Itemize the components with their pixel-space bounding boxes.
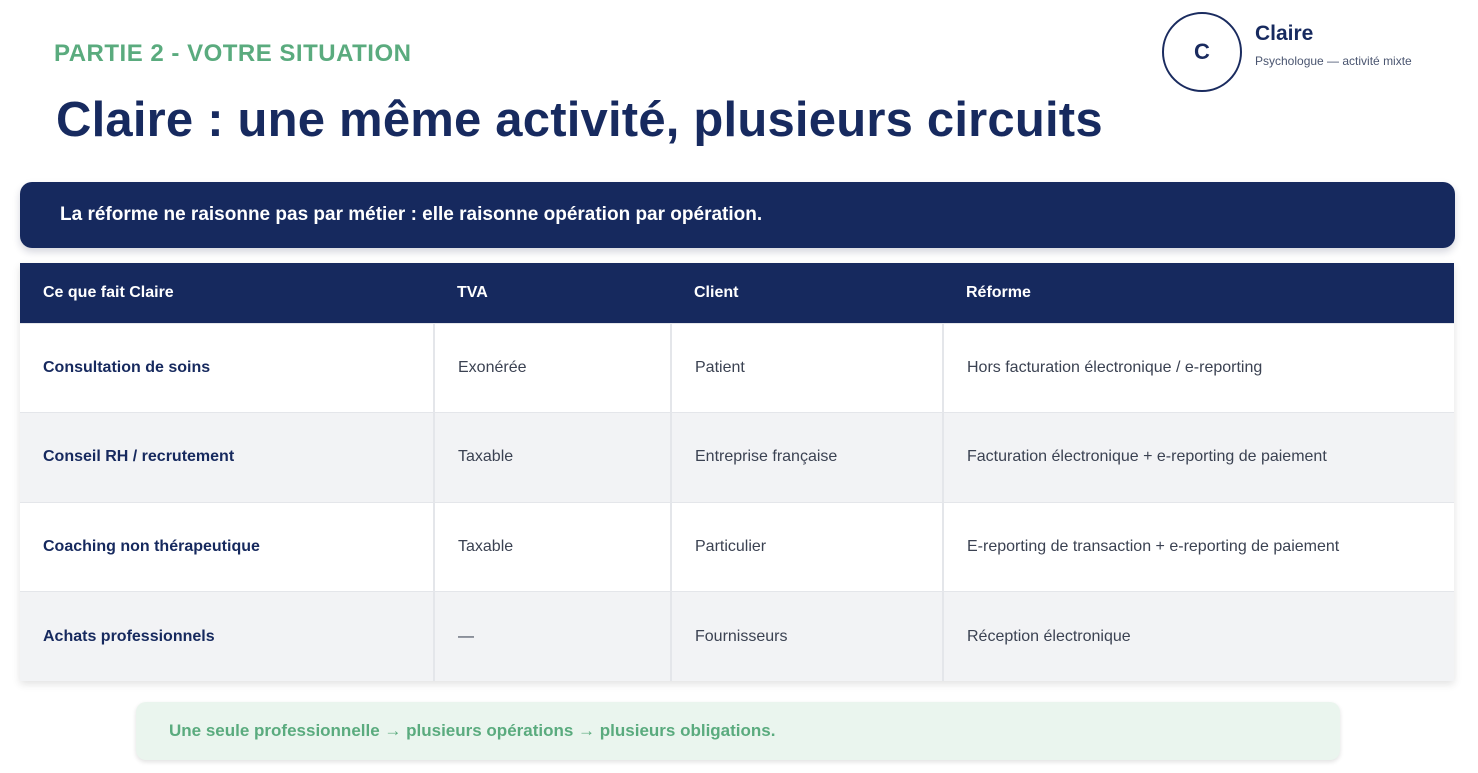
table-row bbox=[20, 323, 1454, 413]
summary-callout bbox=[136, 702, 1340, 760]
table-cell: Entreprise française bbox=[671, 413, 943, 503]
profile-card bbox=[1162, 12, 1462, 92]
profile-name: Claire bbox=[1255, 22, 1314, 45]
table-cell: Particulier bbox=[671, 502, 943, 592]
table-cell: Patient bbox=[671, 323, 943, 413]
key-message-banner bbox=[20, 182, 1455, 248]
banner-text: La réforme ne raisonne pas par métier : elle raisonne opération par opération. bbox=[60, 204, 763, 225]
table-header-row bbox=[20, 263, 1454, 323]
table-cell: Coaching non thérapeutique bbox=[20, 502, 434, 592]
table-cell: Réception électronique bbox=[943, 592, 1454, 682]
table-cell: — bbox=[434, 592, 671, 682]
table-cell: Taxable bbox=[434, 502, 671, 592]
table-cell: Exonérée bbox=[434, 323, 671, 413]
table-cell: Fournisseurs bbox=[671, 592, 943, 682]
column-header: Ce que fait Claire bbox=[20, 263, 434, 323]
table-row bbox=[20, 413, 1454, 503]
table-row bbox=[20, 502, 1454, 592]
table-cell: Consultation de soins bbox=[20, 323, 434, 413]
section-label: PARTIE 2 - VOTRE SITUATION bbox=[54, 40, 412, 67]
page-title: Claire : une même activité, plusieurs circuits bbox=[56, 93, 1103, 147]
profile-role: Psychologue — activité mixte bbox=[1255, 54, 1412, 68]
table-cell: Achats professionnels bbox=[20, 592, 434, 682]
column-header: Réforme bbox=[943, 263, 1454, 323]
table-cell: Conseil RH / recrutement bbox=[20, 413, 434, 503]
operations-table bbox=[20, 263, 1454, 681]
column-header: TVA bbox=[434, 263, 671, 323]
avatar: C bbox=[1162, 12, 1242, 92]
column-header: Client bbox=[671, 263, 943, 323]
table-cell: Hors facturation électronique / e-reporting bbox=[943, 323, 1454, 413]
table-row bbox=[20, 592, 1454, 682]
table-cell: E-reporting de transaction + e-reporting de paiement bbox=[943, 502, 1454, 592]
table-cell: Facturation électronique + e-reporting de paiement bbox=[943, 413, 1454, 503]
table-cell: Taxable bbox=[434, 413, 671, 503]
summary-text: Une seule professionnelle → plusieurs opérations → plusieurs obligations. bbox=[169, 721, 776, 740]
